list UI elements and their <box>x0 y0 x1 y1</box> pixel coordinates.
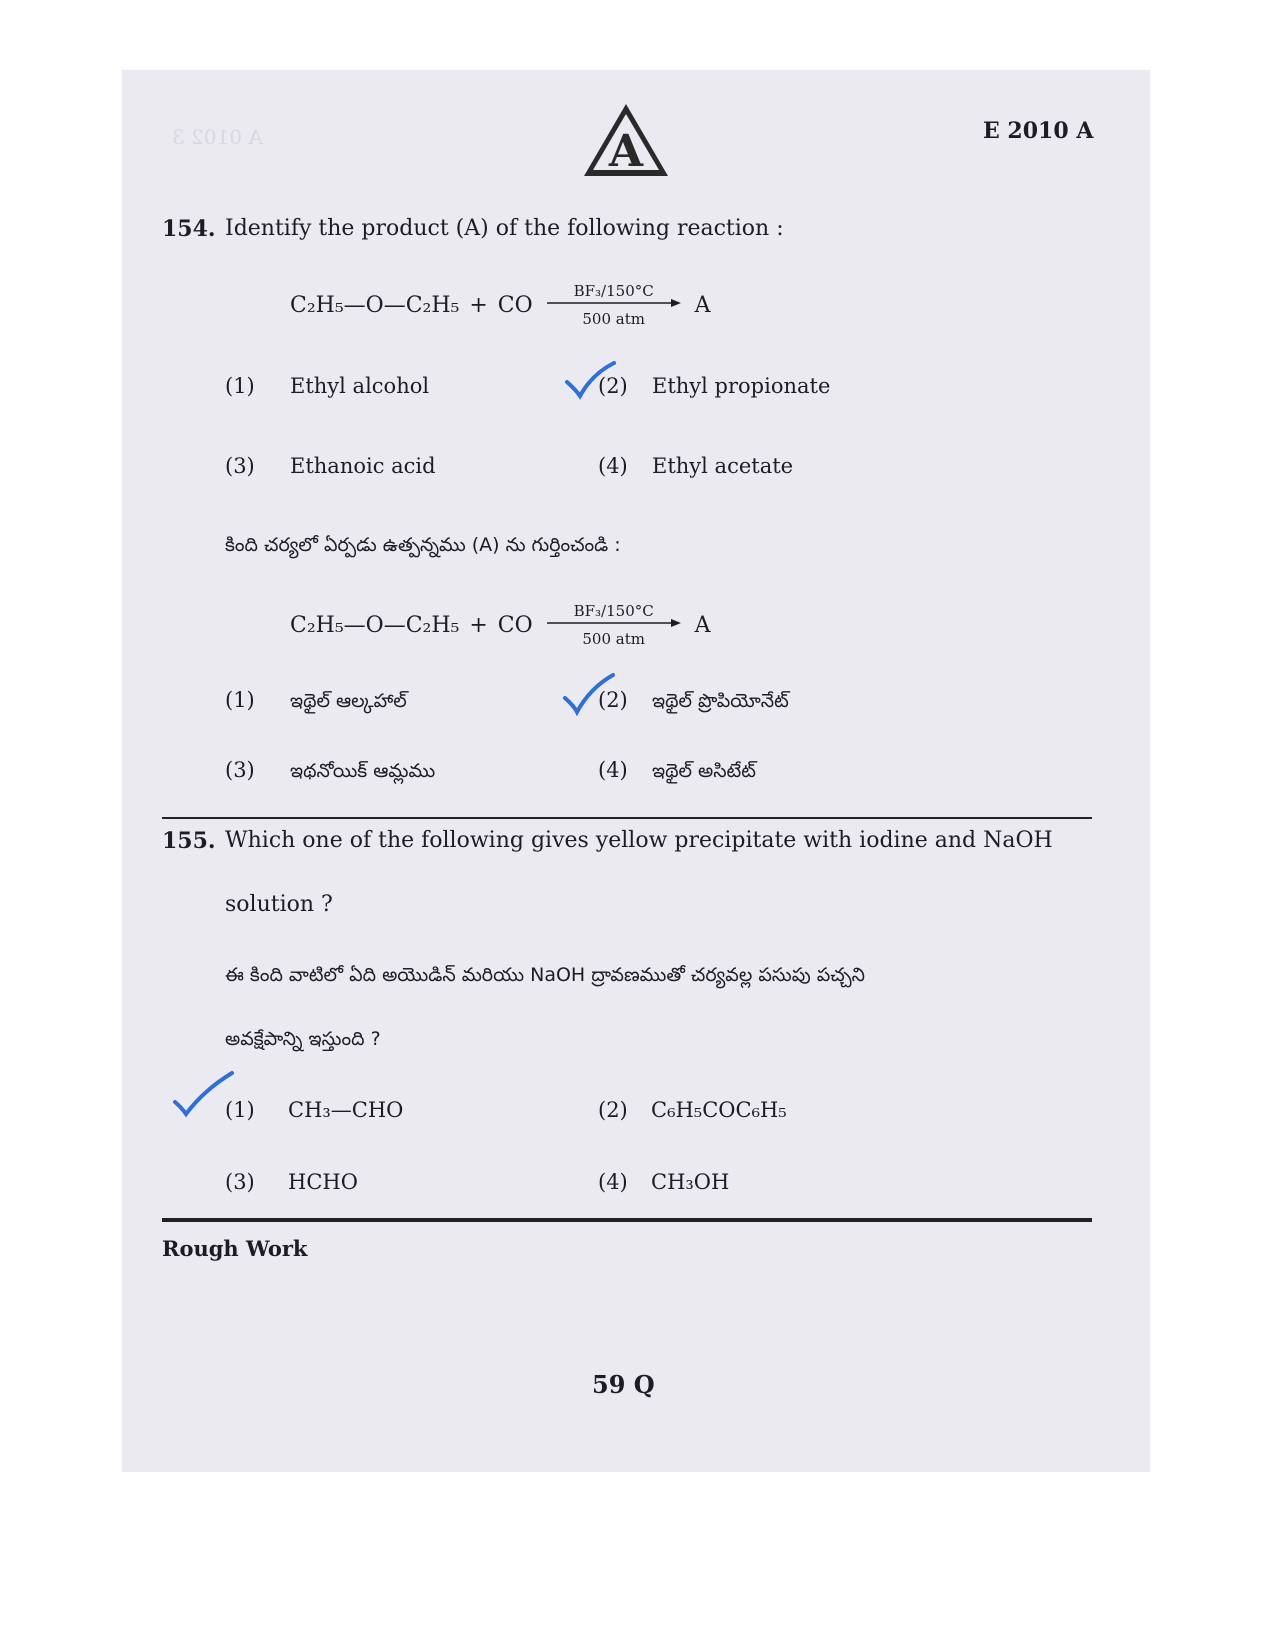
q154-option-1-num: (1) <box>225 374 255 398</box>
reactant-2: CO <box>497 292 533 318</box>
paper-code: E 2010 A <box>983 118 1094 144</box>
page-number: 59 Q <box>592 1370 655 1399</box>
q155-option-1-num: (1) <box>225 1098 255 1122</box>
q154-te-option-2-text: ఇథైల్ ప్రొపియోనేట్ <box>652 690 789 712</box>
reaction-arrow <box>547 280 681 330</box>
rough-work-label: Rough Work <box>162 1236 308 1261</box>
reaction-equation-en <box>290 280 711 330</box>
reaction-arrow <box>547 600 681 650</box>
q154-te-option-1-num: (1) <box>225 688 255 712</box>
q154-te-option-4-num: (4) <box>598 758 628 782</box>
exam-page <box>122 70 1150 1472</box>
question-154-text-en: Identify the product (A) of the following reaction : <box>225 216 784 241</box>
logo-letter: A <box>608 126 644 177</box>
q154-option-3-text: Ethanoic acid <box>290 454 436 478</box>
q155-option-3-num: (3) <box>225 1170 255 1194</box>
question-155-text-en-line1: Which one of the following gives yellow precipitate with iodine and NaOH <box>225 828 1053 853</box>
arrow-condition-top: BF₃/150°C <box>573 282 654 300</box>
q155-option-4-text: CH₃OH <box>651 1170 730 1194</box>
q154-option-4-num: (4) <box>598 454 628 478</box>
arrow-condition-bottom: 500 atm <box>582 310 645 328</box>
question-155-number: 155. <box>162 828 216 854</box>
q155-option-4-num: (4) <box>598 1170 628 1194</box>
arrow-condition-bottom: 500 atm <box>582 630 645 648</box>
question-155-text-te-line2: అవక్షేపాన్ని ఇస్తుంది ? <box>225 1028 381 1050</box>
reactant-1: C₂H₅—O—C₂H₅ <box>290 612 460 638</box>
plus-sign: + <box>469 612 488 638</box>
question-154-number: 154. <box>162 216 216 242</box>
arrow-icon <box>547 298 681 308</box>
q154-option-2-num: (2) <box>598 374 628 398</box>
plus-sign: + <box>469 292 488 318</box>
question-155-text-te-line1: ఈ కింది వాటిలో ఏది అయొడిన్ మరియు NaOH ద్రావణముతో చర్యవల్ల పసుపు పచ్చని <box>225 964 865 986</box>
q154-te-option-2-num: (2) <box>598 688 628 712</box>
q154-te-option-3-text: ఇథనోయిక్ ఆమ్లము <box>290 760 436 782</box>
question-154-text-te: కింది చర్యలో ఏర్పడు ఉత్పన్నము (A) ను గుర్తించండి : <box>225 534 621 556</box>
rough-work-divider <box>162 1218 1092 1222</box>
q155-option-2-text: C₆H₅COC₆H₅ <box>651 1098 787 1122</box>
q154-te-option-3-num: (3) <box>225 758 255 782</box>
bleed-through-text: A 0102 3 <box>172 125 263 149</box>
q154-option-4-text: Ethyl acetate <box>652 454 794 478</box>
q154-option-3-num: (3) <box>225 454 255 478</box>
q154-te-option-4-text: ఇథైల్ అసిటేట్ <box>652 760 756 782</box>
reaction-equation-te <box>290 600 711 650</box>
arrow-icon <box>547 618 681 628</box>
series-a-logo-icon <box>582 102 670 178</box>
arrow-condition-top: BF₃/150°C <box>573 602 654 620</box>
reactant-2: CO <box>497 612 533 638</box>
question-155-text-en-line2: solution ? <box>225 892 333 917</box>
q154-option-1-text: Ethyl alcohol <box>290 374 430 398</box>
q155-option-1-text: CH₃—CHO <box>288 1098 404 1122</box>
question-divider <box>162 817 1092 819</box>
q154-option-2-text: Ethyl propionate <box>652 374 831 398</box>
q155-option-3-text: HCHO <box>288 1170 358 1194</box>
q155-option-2-num: (2) <box>598 1098 628 1122</box>
product: A <box>694 292 711 318</box>
product: A <box>694 612 711 638</box>
q154-te-option-1-text: ఇథైల్ ఆల్కహాల్ <box>290 690 407 712</box>
reactant-1: C₂H₅—O—C₂H₅ <box>290 292 460 318</box>
